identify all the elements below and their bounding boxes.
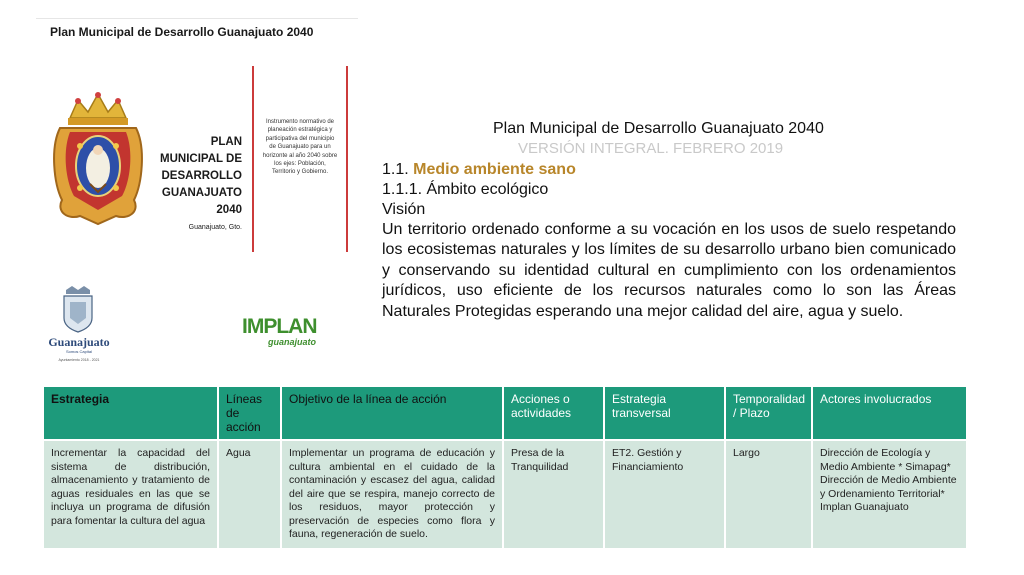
header-actores: Actores involucrados — [812, 387, 966, 440]
header-estrategia: Estrategia — [44, 387, 218, 440]
document-title: Plan Municipal de Desarrollo Guanajuato 2040 — [493, 120, 824, 137]
cover-title: Plan Municipal de Desarrollo Guanajuato 2040 — [50, 25, 314, 39]
vision-text: Un territorio ordenado conforme a su vocación en los usos de suelo respetando los ecosistemas naturales y los límites de su desarrollo urbano bien comunicado y conservando su identidad cultural en cumplimiento con los ordenamientos jurídicos, uso eficiente de los recursos naturales como lo son las Áreas Naturales Protegidas esperando una mejor calidad del aire, agua y suelo. — [382, 221, 956, 320]
guanajuato-logo — [44, 284, 114, 364]
plan-line: MUNICIPAL DE — [160, 153, 242, 165]
cell-acciones: Presa de la Tranquilidad — [503, 440, 604, 548]
coat-of-arms-icon — [50, 88, 146, 228]
red-divider-left — [252, 66, 254, 252]
header-lineas: Líneas de acción — [218, 387, 281, 440]
implan-logo-main: IMPLAN — [242, 315, 317, 338]
implan-logo-sub: guanajuato — [267, 337, 316, 347]
cell-actores: Dirección de Ecología y Medio Ambiente * Simapag* Dirección de Medio Ambiente y Ordenamiento Territorial* Implan Guanajuato — [812, 440, 966, 548]
cover-city: Guanajuato, Gto. — [188, 224, 242, 231]
header-temporalidad: Temporalidad / Plazo — [725, 387, 812, 440]
cover-plan-title — [154, 134, 242, 235]
subsection-heading: 1.1.1. Ámbito ecológico — [382, 181, 549, 198]
cover-top-rule — [36, 18, 358, 19]
document-subtitle: VERSIÓN INTEGRAL. FEBRERO 2019 — [518, 140, 784, 157]
cover-instrument-text: Instrumento normativo de planeación estratégica y participativa del municipio de Guanajuato para un horizonte al año 2040 sobre los ejes: Población, Territorio y Gobierno. — [262, 119, 338, 176]
gto-logo-name: Guanajuato — [48, 335, 110, 349]
cell-estrategia-transversal: ET2. Gestión y Financiamiento — [604, 440, 725, 548]
section-heading — [382, 161, 576, 179]
implan-logo — [242, 316, 322, 346]
cover-thumbnail — [36, 18, 358, 376]
red-divider-right — [346, 66, 348, 252]
table-row — [44, 440, 966, 548]
gto-logo-term: Ayuntamiento 2018 - 2021 — [58, 358, 100, 362]
strategy-table — [44, 387, 966, 548]
cell-objetivo: Implementar un programa de educación y cultura ambiental en el cuidado de la contaminación y escasez del agua, calidad del aire que se respira, manejo correcto de los residuos, mayor protección y preservación de especies como flora y fauna, regeneración de suelo. — [281, 440, 503, 548]
plan-line: GUANAJUATO — [161, 187, 242, 199]
cell-lineas: Agua — [218, 440, 281, 548]
header-acciones: Acciones o actividades — [503, 387, 604, 440]
cell-estrategia: Incrementar la capacidad del sistema de distribución, almacenamiento y tratamiento de aguas residuales en las que se incluya un programa de difusión para fomentar la cultura del agua — [44, 440, 218, 548]
header-estrategia-transversal: Estrategia transversal — [604, 387, 725, 440]
gto-logo-tagline: Somos Capital — [65, 349, 93, 354]
plan-line: PLAN — [210, 136, 242, 148]
vision-heading: Visión — [382, 201, 426, 218]
table-header-row — [44, 387, 966, 440]
plan-line: DESARROLLO — [161, 170, 242, 182]
section-name: Medio ambiente sano — [413, 161, 576, 178]
cell-temporalidad: Largo — [725, 440, 812, 548]
plan-line: 2040 — [216, 204, 242, 216]
section-number: 1.1. — [382, 161, 409, 178]
header-objetivo: Objetivo de la línea de acción — [281, 387, 503, 440]
